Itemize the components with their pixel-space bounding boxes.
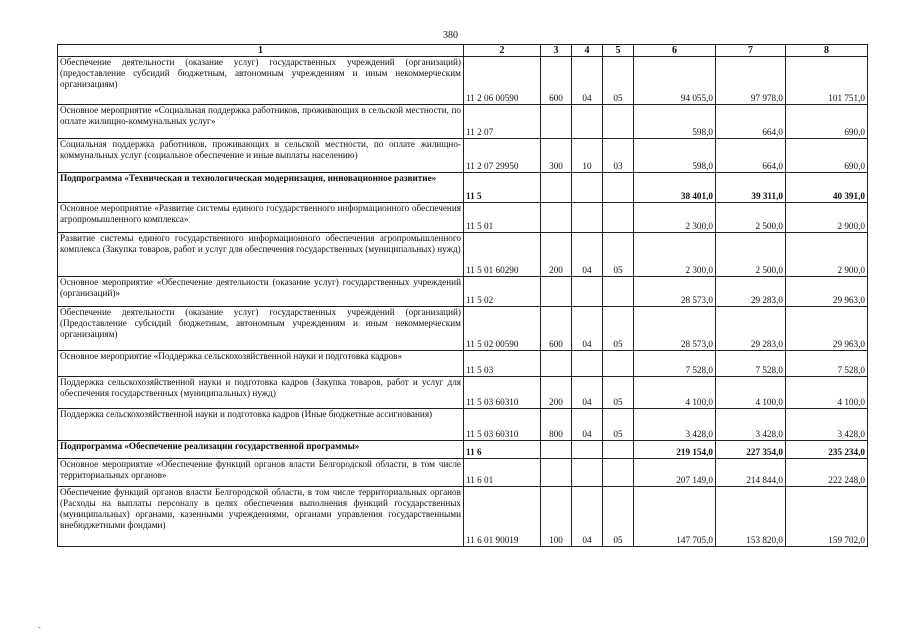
row-value6-cell: 28 573,0	[634, 277, 716, 307]
header-col-4: 4	[572, 45, 603, 57]
row-col4-cell	[572, 459, 603, 487]
row-value8-cell: 29 963,0	[786, 277, 868, 307]
row-value7-cell: 2 500,0	[716, 203, 786, 233]
row-col5-cell: 05	[603, 409, 634, 441]
row-value7-cell: 29 283,0	[716, 307, 786, 351]
header-col-6: 6	[634, 45, 716, 57]
row-value7-cell: 2 500,0	[716, 233, 786, 277]
row-col3-cell: 600	[541, 307, 572, 351]
scan-mark: -	[38, 623, 41, 632]
row-code-cell: 11 5 03 60310	[464, 377, 541, 409]
row-value8-cell: 40 391,0	[786, 173, 868, 203]
header-row	[58, 45, 868, 57]
row-name-cell: Обеспечение деятельности (оказание услуг) государственных учреждений (организаций) (предоставление субсидий бюджетным, автономным учреждениям и иным некоммерческим организациям)	[58, 57, 464, 105]
row-value8-cell: 2 900,0	[786, 233, 868, 277]
row-name-cell: Поддержка сельскохозяйственной науки и подготовка кадров (Иные бюджетные ассигнования)	[58, 409, 464, 441]
row-name-cell: Подпрограмма «Обеспечение реализации государственной программы»	[58, 441, 464, 459]
row-col5-cell	[603, 173, 634, 203]
table-row	[58, 139, 868, 173]
row-col3-cell: 300	[541, 139, 572, 173]
row-col4-cell: 04	[572, 409, 603, 441]
row-name-cell: Обеспечение функций органов власти Белгородской области, в том числе территориальных органов (Расходы на выплаты персоналу в целях обеспечения выполнения функций государственных (муниципальных) органами, казенными учреждениями, органами управления государственными внебюджетными фондами)	[58, 487, 464, 547]
row-col5-cell	[603, 351, 634, 377]
table-row	[58, 441, 868, 459]
row-value7-cell: 7 528,0	[716, 351, 786, 377]
header-col-3: 3	[541, 45, 572, 57]
row-code-cell: 11 2 06 00590	[464, 57, 541, 105]
table-row	[58, 203, 868, 233]
row-value7-cell: 4 100,0	[716, 377, 786, 409]
row-code-cell: 11 5 03 60310	[464, 409, 541, 441]
row-value8-cell: 690,0	[786, 139, 868, 173]
row-name-cell: Основное мероприятие «Развитие системы единого государственного информационного обеспечения агропромышленного комплекса»	[58, 203, 464, 233]
row-code-cell: 11 5 03	[464, 351, 541, 377]
row-col3-cell	[541, 203, 572, 233]
row-name-cell: Обеспечение деятельности (оказание услуг) государственных учреждений (организаций) (Предоставление субсидий бюджетным, автономным учреждениям и иным некоммерческим организациям)	[58, 307, 464, 351]
row-col5-cell	[603, 105, 634, 139]
row-col5-cell: 03	[603, 139, 634, 173]
row-col3-cell: 200	[541, 377, 572, 409]
header-col-8: 8	[786, 45, 868, 57]
table-row	[58, 57, 868, 105]
row-value7-cell: 214 844,0	[716, 459, 786, 487]
row-col5-cell	[603, 441, 634, 459]
header-col-2: 2	[464, 45, 541, 57]
row-value8-cell: 29 963,0	[786, 307, 868, 351]
row-name-cell: Поддержка сельскохозяйственной науки и подготовка кадров (Закупка товаров, работ и услуг для обеспечения государственных (муниципальных) нужд)	[58, 377, 464, 409]
table-row	[58, 173, 868, 203]
row-value6-cell: 2 300,0	[634, 203, 716, 233]
row-col5-cell	[603, 203, 634, 233]
row-col5-cell	[603, 459, 634, 487]
row-col4-cell	[572, 105, 603, 139]
row-name-cell: Основное мероприятие «Обеспечение деятельности (оказание услуг) государственных учреждений (организаций)»	[58, 277, 464, 307]
row-value8-cell: 159 702,0	[786, 487, 868, 547]
table-row	[58, 307, 868, 351]
row-value6-cell: 598,0	[634, 105, 716, 139]
row-value7-cell: 153 820,0	[716, 487, 786, 547]
row-value6-cell: 94 055,0	[634, 57, 716, 105]
row-code-cell: 11 2 07	[464, 105, 541, 139]
table-row	[58, 105, 868, 139]
row-col5-cell: 05	[603, 487, 634, 547]
row-value6-cell: 3 428,0	[634, 409, 716, 441]
row-value6-cell: 28 573,0	[634, 307, 716, 351]
row-col4-cell	[572, 351, 603, 377]
header-col-1: 1	[58, 45, 464, 57]
row-col3-cell: 200	[541, 233, 572, 277]
row-col4-cell	[572, 203, 603, 233]
row-code-cell: 11 6	[464, 441, 541, 459]
row-value8-cell: 235 234,0	[786, 441, 868, 459]
row-value8-cell: 222 248,0	[786, 459, 868, 487]
header-col-7: 7	[716, 45, 786, 57]
row-code-cell: 11 5 02 00590	[464, 307, 541, 351]
row-col3-cell	[541, 173, 572, 203]
row-code-cell: 11 5 01	[464, 203, 541, 233]
header-col-5: 5	[603, 45, 634, 57]
row-value7-cell: 97 978,0	[716, 57, 786, 105]
row-code-cell: 11 5 01 60290	[464, 233, 541, 277]
row-col5-cell: 05	[603, 233, 634, 277]
table-row	[58, 409, 868, 441]
table-row	[58, 377, 868, 409]
table-row	[58, 459, 868, 487]
row-col3-cell	[541, 351, 572, 377]
row-value6-cell: 219 154,0	[634, 441, 716, 459]
row-col5-cell	[603, 277, 634, 307]
row-value6-cell: 598,0	[634, 139, 716, 173]
row-code-cell: 11 6 01 90019	[464, 487, 541, 547]
row-col5-cell: 05	[603, 307, 634, 351]
table-row	[58, 277, 868, 307]
row-code-cell: 11 2 07 29950	[464, 139, 541, 173]
row-value7-cell: 3 428,0	[716, 409, 786, 441]
row-value8-cell: 690,0	[786, 105, 868, 139]
row-value7-cell: 227 354,0	[716, 441, 786, 459]
row-col3-cell	[541, 459, 572, 487]
row-col3-cell	[541, 105, 572, 139]
table-body	[58, 57, 868, 547]
row-col5-cell: 05	[603, 57, 634, 105]
row-col4-cell: 04	[572, 377, 603, 409]
row-col4-cell	[572, 277, 603, 307]
budget-table	[57, 44, 868, 547]
row-col3-cell	[541, 441, 572, 459]
row-col4-cell: 10	[572, 139, 603, 173]
row-value6-cell: 38 401,0	[634, 173, 716, 203]
row-value7-cell: 39 311,0	[716, 173, 786, 203]
row-value7-cell: 664,0	[716, 139, 786, 173]
row-value8-cell: 3 428,0	[786, 409, 868, 441]
row-code-cell: 11 5 02	[464, 277, 541, 307]
row-col3-cell	[541, 277, 572, 307]
row-col3-cell: 100	[541, 487, 572, 547]
table-row	[58, 487, 868, 547]
row-col4-cell: 04	[572, 487, 603, 547]
row-name-cell: Основное мероприятие «Поддержка сельскохозяйственной науки и подготовка кадров»	[58, 351, 464, 377]
row-name-cell: Подпрограмма «Техническая и технологическая модернизация, инновационное развитие»	[58, 173, 464, 203]
row-value6-cell: 207 149,0	[634, 459, 716, 487]
row-value8-cell: 4 100,0	[786, 377, 868, 409]
row-col5-cell: 05	[603, 377, 634, 409]
row-value6-cell: 147 705,0	[634, 487, 716, 547]
row-col4-cell: 04	[572, 307, 603, 351]
row-value6-cell: 7 528,0	[634, 351, 716, 377]
row-value8-cell: 7 528,0	[786, 351, 868, 377]
row-value8-cell: 101 751,0	[786, 57, 868, 105]
row-value6-cell: 4 100,0	[634, 377, 716, 409]
row-col4-cell: 04	[572, 57, 603, 105]
row-name-cell: Развитие системы единого государственного информационного обеспечения агропромышленного комплекса (Закупка товаров, работ и услуг для обеспечения государственных (муниципальных) нужд)	[58, 233, 464, 277]
row-code-cell: 11 5	[464, 173, 541, 203]
row-value8-cell: 2 900,0	[786, 203, 868, 233]
row-col3-cell: 800	[541, 409, 572, 441]
row-name-cell: Основное мероприятие «Обеспечение функций органов власти Белгородской области, в том числе территориальных органов»	[58, 459, 464, 487]
row-name-cell: Основное мероприятие «Социальная поддержка работников, проживающих в сельской местности, по оплате жилищно-коммунальных услуг»	[58, 105, 464, 139]
table-row	[58, 233, 868, 277]
row-value6-cell: 2 300,0	[634, 233, 716, 277]
row-value7-cell: 664,0	[716, 105, 786, 139]
row-value7-cell: 29 283,0	[716, 277, 786, 307]
page-number: 380	[443, 30, 458, 41]
row-col4-cell	[572, 441, 603, 459]
row-name-cell: Социальная поддержка работников, проживающих в сельской местности, по оплате жилищно-коммунальных услуг (социальное обеспечение и иные выплаты населению)	[58, 139, 464, 173]
table-row	[58, 351, 868, 377]
row-code-cell: 11 6 01	[464, 459, 541, 487]
row-col4-cell: 04	[572, 233, 603, 277]
row-col4-cell	[572, 173, 603, 203]
row-col3-cell: 600	[541, 57, 572, 105]
